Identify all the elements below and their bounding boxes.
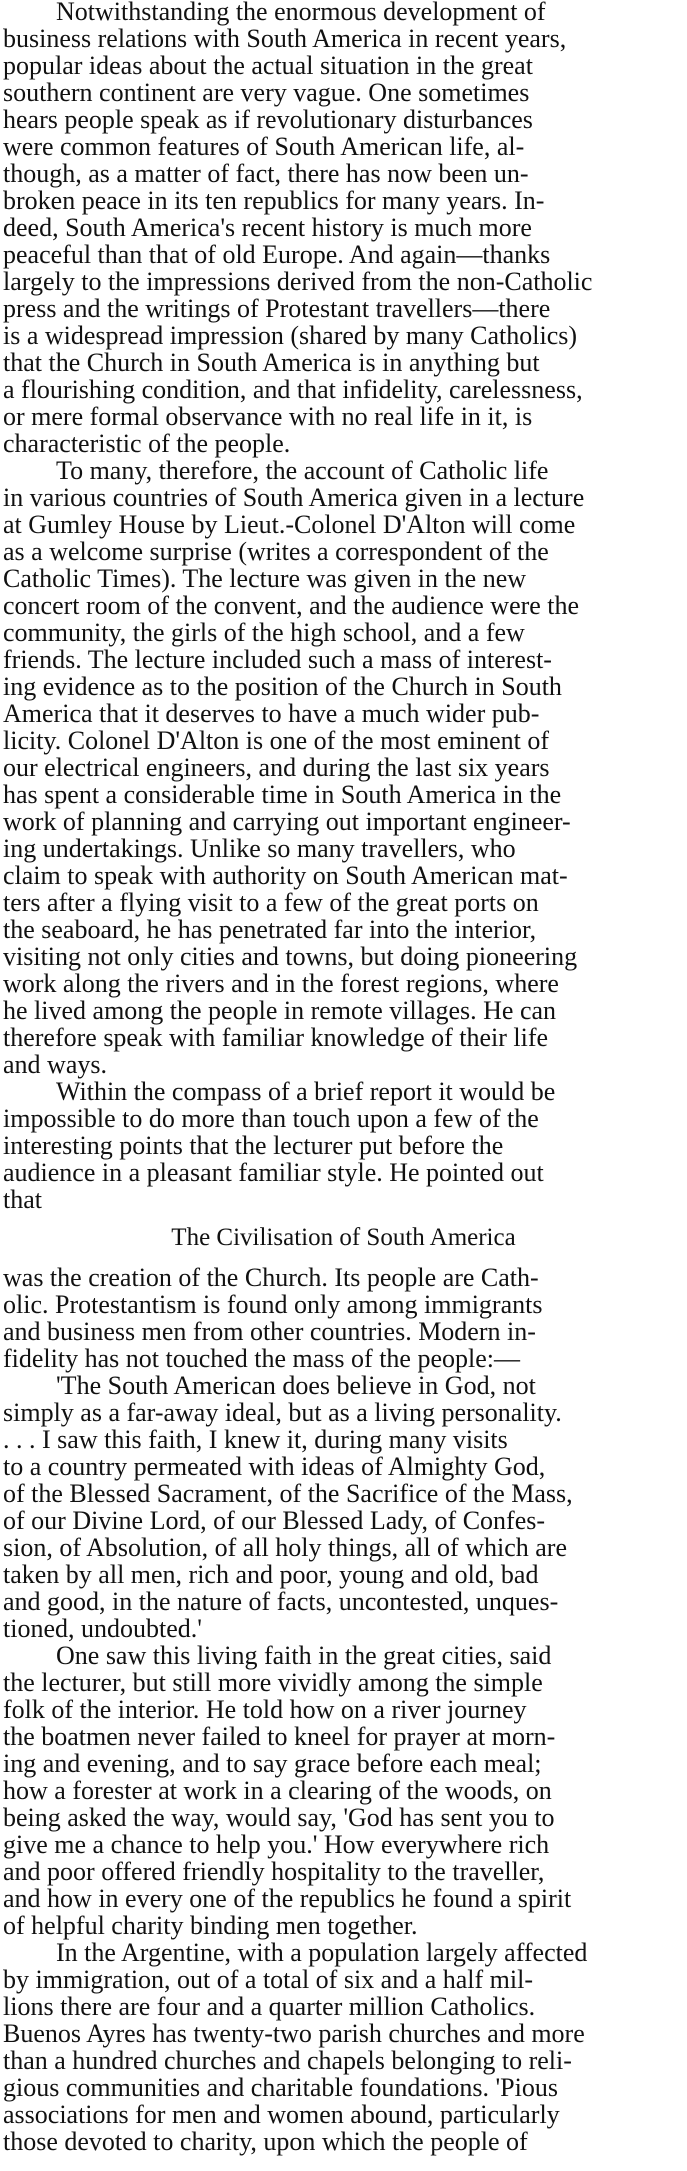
text-line: of helpful charity binding men together. — [3, 1911, 418, 1940]
text-line: being asked the way, would say, 'God has sent you to — [3, 1803, 555, 1832]
text-line: concert room of the convent, and the audience were the — [3, 591, 580, 620]
text-line: olic. Protestantism is found only among immigrants — [3, 1290, 543, 1319]
text-line: by immigration, out of a total of six and a half mil- — [3, 1965, 534, 1994]
text-line: largely to the impressions derived from the non-Catholic — [3, 267, 593, 296]
text-line: than a hundred churches and chapels belonging to reli- — [3, 2046, 572, 2075]
text-line: is a widespread impression (shared by many Catholics) — [3, 321, 578, 350]
text-line: To many, therefore, the account of Catholic life — [56, 456, 549, 485]
text-line: 'The South American does believe in God, not — [56, 1371, 536, 1400]
text-line: taken by all men, rich and poor, young and old, bad — [3, 1560, 539, 1589]
text-line: gious communities and charitable foundations. 'Pious — [3, 2073, 558, 2102]
text-line: One saw this living faith in the great cities, said — [56, 1641, 552, 1670]
text-line: those devoted to charity, upon which the people of — [3, 2127, 528, 2156]
text-line: he lived among the people in remote villages. He can — [3, 996, 557, 1025]
text-line: the lecturer, but still more vividly among the simple — [3, 1668, 543, 1697]
text-line: ing and evening, and to say grace before each meal; — [3, 1749, 542, 1778]
text-line: and business men from other countries. Modern in- — [3, 1317, 536, 1346]
text-line: that — [3, 1185, 42, 1214]
text-line: visiting not only cities and towns, but doing pioneering — [3, 942, 578, 971]
text-line: work of planning and carrying out important engineer- — [3, 807, 571, 836]
text-line: Notwithstanding the enormous development of — [56, 0, 546, 26]
text-line: and ways. — [3, 1050, 107, 1079]
text-line: that the Church in South America is in anything but — [3, 348, 540, 377]
text-line: has spent a considerable time in South America in the — [3, 780, 562, 809]
text-line: folk of the interior. He told how on a river journey — [3, 1695, 527, 1724]
text-line: Catholic Times). The lecture was given in the new — [3, 564, 527, 593]
text-line: ing evidence as to the position of the Church in South — [3, 672, 562, 701]
text-line: though, as a matter of fact, there has now been un- — [3, 159, 529, 188]
text-line: associations for men and women abound, particularly — [3, 2100, 560, 2129]
text-line: sion, of Absolution, of all holy things, all of which are — [3, 1533, 567, 1562]
section-heading: The Civilisation of South America — [171, 1224, 516, 1251]
text-line: press and the writings of Protestant travellers—there — [3, 294, 551, 323]
text-line: characteristic of the people. — [3, 429, 291, 458]
text-line: America that it deserves to have a much wider pub- — [3, 699, 540, 728]
text-line: licity. Colonel D'Alton is one of the most eminent of — [3, 726, 550, 755]
text-line: in various countries of South America given in a lecture — [3, 483, 585, 512]
text-line: impossible to do more than touch upon a few of the — [3, 1104, 539, 1133]
text-line: lions there are four and a quarter million Catholics. — [3, 1992, 536, 2021]
text-line: our electrical engineers, and during the last six years — [3, 753, 550, 782]
text-line: peaceful than that of old Europe. And again—thanks — [3, 240, 551, 269]
text-line: and how in every one of the republics he found a spirit — [3, 1884, 572, 1913]
text-line: In the Argentine, with a population largely affected — [56, 1938, 588, 1967]
text-line: work along the rivers and in the forest regions, where — [3, 969, 559, 998]
text-line: hears people speak as if revolutionary disturbances — [3, 105, 533, 134]
text-line: of the Blessed Sacrament, of the Sacrifice of the Mass, — [3, 1479, 573, 1508]
text-line: give me a chance to help you.' How everywhere rich — [3, 1830, 550, 1859]
text-line: fidelity has not touched the mass of the people:— — [3, 1344, 520, 1373]
text-line: tioned, undoubted.' — [3, 1614, 202, 1643]
text-line: a flourishing condition, and that infidelity, carelessness, — [3, 375, 583, 404]
text-line: broken peace in its ten republics for many years. In- — [3, 186, 545, 215]
text-line: and good, in the nature of facts, uncontested, unques- — [3, 1587, 559, 1616]
text-line: community, the girls of the high school, and a few — [3, 618, 525, 647]
text-line: . . . I saw this faith, I knew it, during many visits — [3, 1425, 508, 1454]
text-line: therefore speak with familiar knowledge of their life — [3, 1023, 549, 1052]
text-line: audience in a pleasant familiar style. He pointed out — [3, 1158, 544, 1187]
text-line: claim to speak with authority on South American mat- — [3, 861, 568, 890]
text-line: Buenos Ayres has twenty-two parish churches and more — [3, 2019, 585, 2048]
text-line: how a forester at work in a clearing of the woods, on — [3, 1776, 552, 1805]
text-line: were common features of South American life, al- — [3, 132, 525, 161]
text-line: ters after a flying visit to a few of the great ports on — [3, 888, 539, 917]
text-line: popular ideas about the actual situation in the great — [3, 51, 533, 80]
text-line: was the creation of the Church. Its people are Cath- — [3, 1263, 539, 1292]
text-line: simply as a far-away ideal, but as a living personality. — [3, 1398, 562, 1427]
text-line: to a country permeated with ideas of Almighty God, — [3, 1452, 546, 1481]
text-line: or mere formal observance with no real life in it, is — [3, 402, 533, 431]
text-line: as a welcome surprise (writes a correspondent of the — [3, 537, 549, 566]
text-line: ing undertakings. Unlike so many travellers, who — [3, 834, 516, 863]
text-line: the seaboard, he has penetrated far into the interior, — [3, 915, 537, 944]
text-line: southern continent are very vague. One sometimes — [3, 78, 530, 107]
text-line: of our Divine Lord, of our Blessed Lady, of Confes- — [3, 1506, 546, 1535]
text-line: at Gumley House by Lieut.-Colonel D'Alton will come — [3, 510, 576, 539]
text-line: business relations with South America in recent years, — [3, 24, 567, 53]
text-line: friends. The lecture included such a mass of interest- — [3, 645, 552, 674]
text-line: deed, South America's recent history is much more — [3, 213, 532, 242]
text-line: interesting points that the lecturer put before the — [3, 1131, 504, 1160]
text-line: Within the compass of a brief report it would be — [56, 1077, 556, 1106]
text-line: the boatmen never failed to kneel for prayer at morn- — [3, 1722, 556, 1751]
text-line: and poor offered friendly hospitality to the traveller, — [3, 1857, 545, 1886]
